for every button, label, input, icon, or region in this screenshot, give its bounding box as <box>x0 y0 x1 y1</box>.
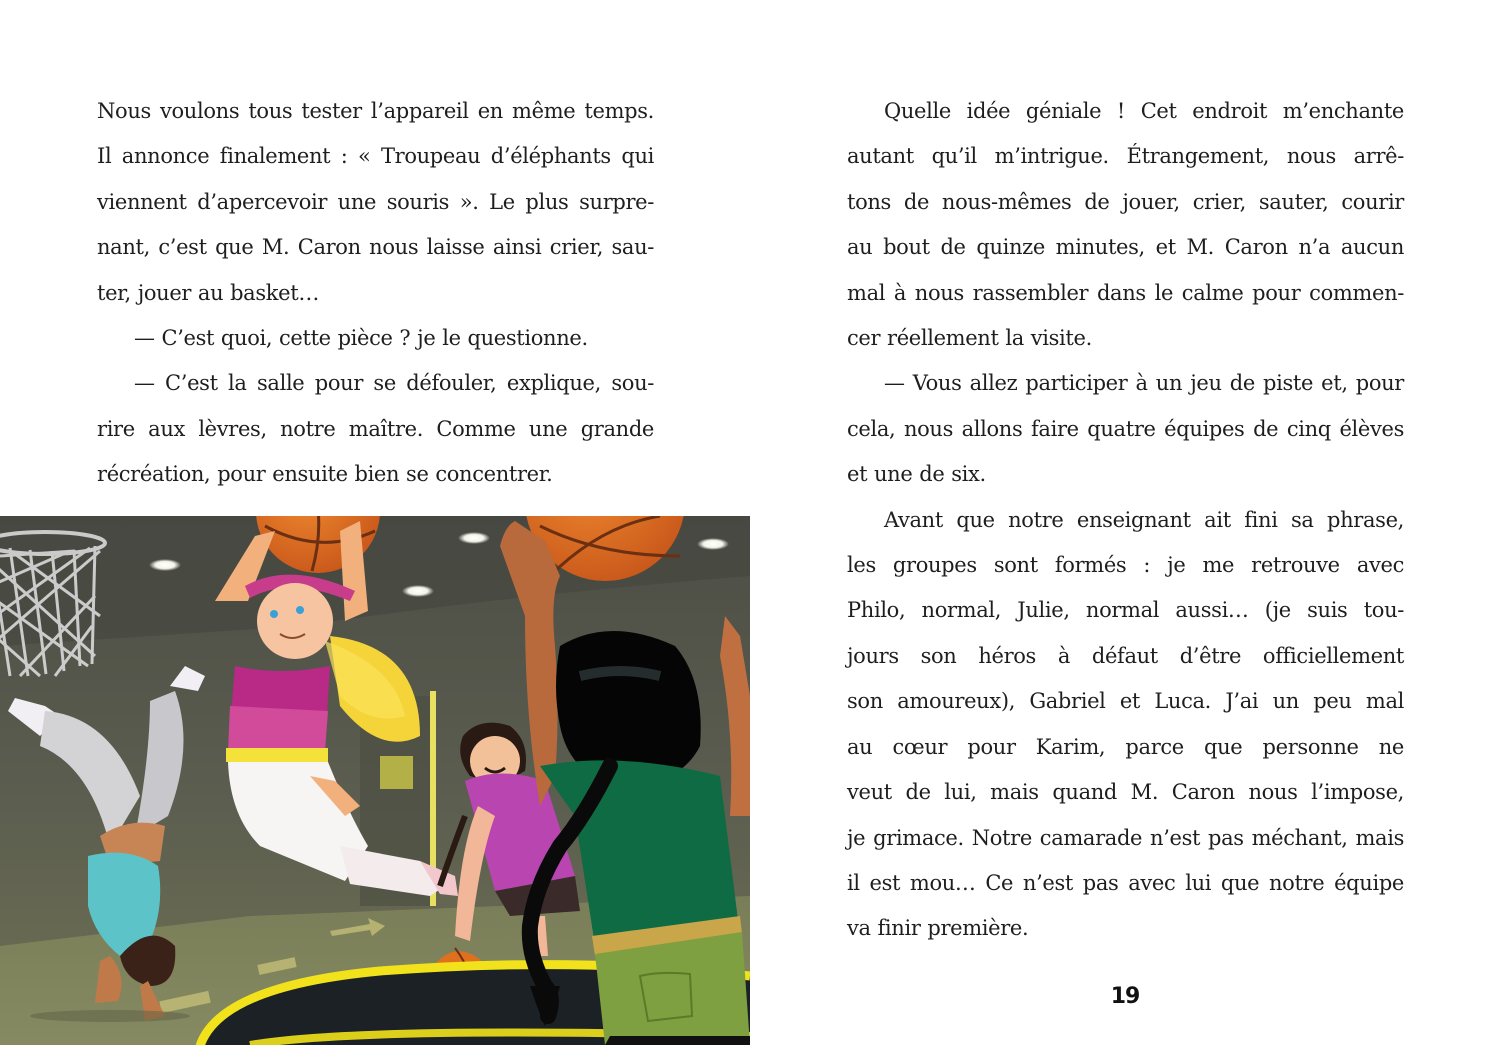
text-line: et une de six. <box>847 462 986 487</box>
text-line: nant, c’est que M. Caron nous laisse ainsi crier, sau- <box>97 235 654 260</box>
left-page-text <box>97 89 654 498</box>
text-line: il est mou… Ce n’est pas avec lui que notre équipe <box>847 870 1404 895</box>
text-line: cer réellement la visite. <box>847 326 1092 351</box>
text-line: — Vous allez participer à un jeu de piste et, pour <box>884 371 1404 396</box>
text-line: rire aux lèvres, notre maître. Comme une grande <box>97 416 654 441</box>
text-line: viennent d’apercevoir une souris ». Le plus surpre- <box>97 189 654 214</box>
paragraph <box>847 498 1404 952</box>
text-line: au cœur pour Karim, parce que personne ne <box>847 734 1404 759</box>
text-line: Philo, normal, Julie, normal aussi… (je suis tou- <box>847 598 1404 623</box>
text-line: je grimace. Notre camarade n’est pas méchant, mais <box>847 825 1404 850</box>
text-line: les groupes sont formés : je me retrouve avec <box>847 553 1404 578</box>
text-line: — C’est quoi, cette pièce ? je le questionne. <box>134 326 588 351</box>
text-line: Nous voulons tous tester l’appareil en même temps. <box>97 99 654 123</box>
text-line: mal à nous rassembler dans le calme pour commen- <box>847 280 1404 305</box>
dialogue-paragraph <box>97 361 654 497</box>
dialogue-paragraph <box>97 316 654 361</box>
text-line: veut de lui, mais quand M. Caron nous l’impose, <box>847 780 1404 805</box>
text-line: va finir première. <box>847 916 1029 941</box>
text-line: cela, nous allons faire quatre équipes de cinq élèves <box>847 416 1404 441</box>
paragraph <box>97 89 654 316</box>
text-line: Il annonce finalement : « Troupeau d’éléphants qui <box>97 144 654 169</box>
text-line: autant qu’il m’intrigue. Étrangement, nous arrê- <box>847 144 1404 169</box>
dialogue-paragraph <box>847 361 1404 497</box>
text-line: au bout de quinze minutes, et M. Caron n’a aucun <box>847 235 1404 260</box>
text-line: son amoureux), Gabriel et Luca. J’ai un peu mal <box>847 689 1404 714</box>
text-line: Avant que notre enseignant ait fini sa phrase, <box>884 507 1404 532</box>
gym-illustration <box>0 516 750 1045</box>
text-line: — C’est la salle pour se défouler, explique, sou- <box>134 371 654 396</box>
paragraph <box>847 89 1404 361</box>
page-number: 19 <box>1110 984 1140 1009</box>
text-line: tons de nous-mêmes de jouer, crier, sauter, courir <box>847 189 1404 214</box>
text-line: jours son héros à défaut d’être officiellement <box>847 643 1404 668</box>
text-line: Quelle idée géniale ! Cet endroit m’enchante <box>884 99 1404 123</box>
right-page-text <box>847 89 1404 952</box>
text-line: ter, jouer au basket… <box>97 280 319 305</box>
text-line: récréation, pour ensuite bien se concentrer. <box>97 462 553 487</box>
right-page <box>750 0 1500 1045</box>
